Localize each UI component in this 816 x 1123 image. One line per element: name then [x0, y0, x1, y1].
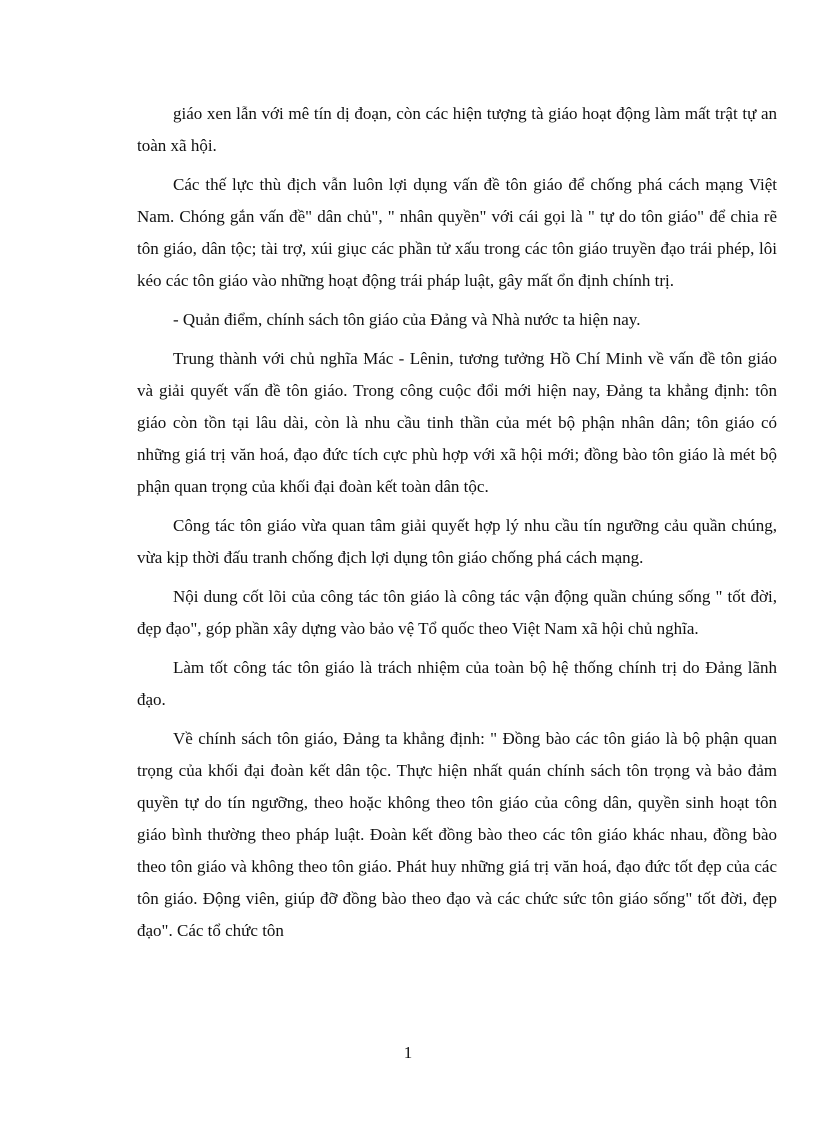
paragraph-party-view: Trung thành với chủ nghĩa Mác - Lênin, tương tưởng Hồ Chí Minh về vấn đề tôn giáo và giải quyết vấn đề tôn giáo. Trong công cuộc đổi mới hiện nay, Đảng ta khẳng định: tôn giáo còn tồn tại lâu dài, còn là nhu cầu tinh thần của mét bộ phận nhân dân; tôn giáo có những giá trị văn hoá, đạo đức tích cực phù hợp với xã hội mới; đồng bào tôn giáo là mét bộ phận quan trọng của khối đại đoàn kết toàn dân tộc. [137, 349, 777, 496]
paragraph-continuation: giáo xen lẫn với mê tín dị đoạn, còn các hiện tượng tà giáo hoạt động làm mất trật tự an toàn xã hội. [137, 104, 777, 155]
paragraph-religious-work: Công tác tôn giáo vừa quan tâm giải quyết hợp lý nhu cầu tín ngưỡng cảu quần chúng, vừa kịp thời đấu tranh chống địch lợi dụng tôn giáo chống phá cách mạng. [137, 516, 777, 567]
page-content [137, 98, 777, 954]
paragraph-core-content: Nội dung cốt lõi của công tác tôn giáo là công tác vận động quần chúng sống " tốt đời, đẹp đạo", góp phần xây dựng vào bảo vệ Tổ quốc theo Việt Nam xã hội chủ nghĩa. [137, 587, 777, 638]
page-number: 1 [403, 1043, 413, 1062]
paragraph-hostile-forces: Các thế lực thù địch vẫn luôn lợi dụng vấn đề tôn giáo để chống phá cách mạng Việt Nam. Chóng gắn vấn đề" dân chủ", " nhân quyền" với cái gọi là " tự do tôn giáo" để chia rẽ tôn giáo, dân tộc; tài trợ, xúi giục các phần tử xấu trong các tôn giáo truyền đạo trái phép, lôi kéo các tôn giáo vào những hoạt động trái pháp luật, gây mất ổn định chính trị. [137, 175, 777, 290]
paragraph-responsibility: Làm tốt công tác tôn giáo là trách nhiệm của toàn bộ hệ thống chính trị do Đảng lãnh đạo. [137, 658, 777, 709]
paragraph-policy-heading: - Quản điểm, chính sách tôn giáo của Đảng và Nhà nước ta hiện nay. [173, 310, 641, 329]
paragraph-religious-policy: Về chính sách tôn giáo, Đảng ta khẳng định: " Đồng bào các tôn giáo là bộ phận quan trọng của khối đại đoàn kết dân tộc. Thực hiện nhất quán chính sách tôn trọng và bảo đảm quyền tự do tín ngưỡng, theo hoặc không theo tôn giáo của công dân, quyền sinh hoạt tôn giáo bình thường theo pháp luật. Đoàn kết đồng bào theo các tôn giáo khác nhau, đồng bào theo tôn giáo và không theo tôn giáo. Phát huy những giá trị văn hoá, đạo đức tốt đẹp của các tôn giáo. Động viên, giúp đỡ đồng bào theo đạo và các chức sức tôn giáo sống" tốt đời, đẹp đạo". Các tổ chức tôn [137, 729, 777, 940]
